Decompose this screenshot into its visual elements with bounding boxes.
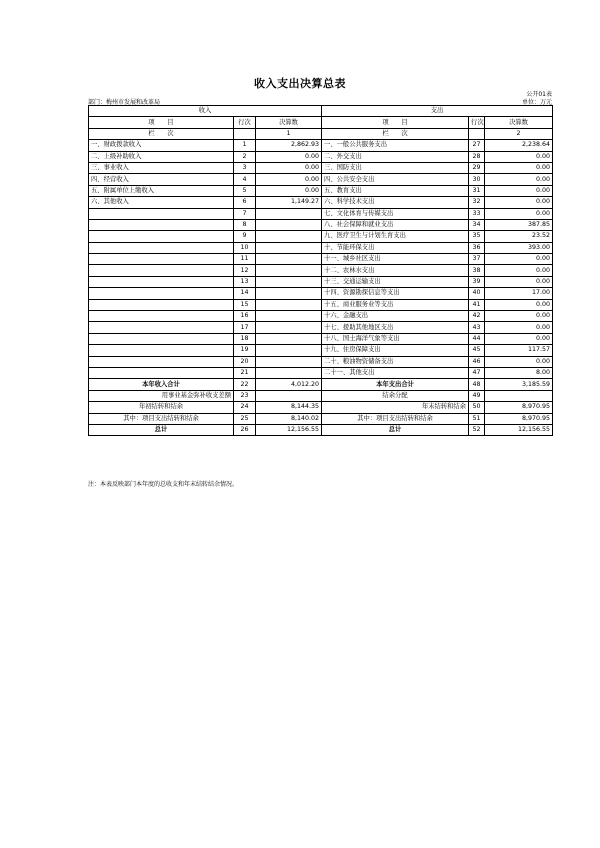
expense-section-header: 支出	[322, 106, 553, 117]
expense-amount: 387.85	[485, 219, 553, 230]
income-total-item: 总计	[89, 424, 234, 435]
income-item-header: 项 目	[89, 117, 234, 128]
expense-column-number: 2	[485, 128, 553, 139]
expense-item: 六、科学技术支出	[322, 197, 469, 208]
expense-total-line-no: 52	[469, 424, 485, 435]
income-item	[89, 311, 234, 322]
table-row	[89, 254, 553, 265]
income-line-no: 18	[234, 333, 256, 344]
income-line-no: 12	[234, 265, 256, 276]
income-total-amount: 4,012.20	[256, 379, 322, 390]
table-row	[89, 311, 553, 322]
expense-amount-header: 决算数	[485, 117, 553, 128]
expense-item: 二十一、其他支出	[322, 367, 469, 378]
expense-line-no: 37	[469, 254, 485, 265]
income-amount	[256, 254, 322, 265]
income-amount	[256, 311, 322, 322]
expense-line-no: 35	[469, 231, 485, 242]
income-item	[89, 208, 234, 219]
expense-total-line-no: 48	[469, 379, 485, 390]
income-item: 一、财政拨款收入	[89, 140, 234, 151]
expense-line-no: 36	[469, 242, 485, 253]
income-amount	[256, 367, 322, 378]
expense-line-no: 29	[469, 162, 485, 173]
expense-amount: 0.00	[485, 356, 553, 367]
column-number-row	[89, 128, 553, 139]
income-total-item: 本年收入合计	[89, 379, 234, 390]
expense-amount: 0.00	[485, 197, 553, 208]
expense-amount: 0.00	[485, 185, 553, 196]
expense-total-line-no: 51	[469, 413, 485, 424]
expense-item: 一、一般公共服务支出	[322, 140, 469, 151]
expense-item: 三、国防支出	[322, 162, 469, 173]
income-line-no: 17	[234, 322, 256, 333]
income-line-no: 13	[234, 276, 256, 287]
total-row	[89, 424, 553, 435]
expense-line-no: 47	[469, 367, 485, 378]
income-line-no: 7	[234, 208, 256, 219]
table-row	[89, 276, 553, 287]
income-amount: 0.00	[256, 174, 322, 185]
income-total-line-no: 22	[234, 379, 256, 390]
expense-line-no: 42	[469, 311, 485, 322]
income-amount	[256, 231, 322, 242]
income-amount: 2,862.93	[256, 140, 322, 151]
income-amount	[256, 322, 322, 333]
section-header-row	[89, 106, 553, 117]
expense-item: 十三、交通运输支出	[322, 276, 469, 287]
expense-total-item: 年末结转和结余	[322, 402, 469, 413]
income-total-line-no: 26	[234, 424, 256, 435]
income-item	[89, 333, 234, 344]
income-total-item: 用事业基金弥补收支差额	[89, 390, 234, 401]
income-line-no-header: 行次	[234, 117, 256, 128]
income-column-label: 栏 次	[89, 128, 234, 139]
income-line-no: 3	[234, 162, 256, 173]
table-row	[89, 288, 553, 299]
expense-line-no: 31	[469, 185, 485, 196]
income-amount	[256, 276, 322, 287]
expense-item-header: 项 目	[322, 117, 469, 128]
expense-item: 二十、粮油物资储备支出	[322, 356, 469, 367]
expense-total-line-no: 49	[469, 390, 485, 401]
income-item	[89, 356, 234, 367]
table-row	[89, 231, 553, 242]
expense-line-no: 27	[469, 140, 485, 151]
income-total-item: 年初结转和结余	[89, 402, 234, 413]
table-row	[89, 140, 553, 151]
expense-line-no: 44	[469, 333, 485, 344]
expense-line-no: 41	[469, 299, 485, 310]
table-row	[89, 265, 553, 276]
income-item: 二、上级补助收入	[89, 151, 234, 162]
income-line-no: 11	[234, 254, 256, 265]
income-line-no: 1	[234, 140, 256, 151]
expense-item: 五、教育支出	[322, 185, 469, 196]
income-line-no: 5	[234, 185, 256, 196]
expense-amount: 0.00	[485, 311, 553, 322]
income-item	[89, 242, 234, 253]
footnote: 注：本表反映部门本年度的总收支和年末结转结余情况。	[88, 481, 239, 488]
income-item	[89, 288, 234, 299]
expense-amount: 0.00	[485, 254, 553, 265]
income-expense-table	[88, 105, 553, 436]
expense-amount: 0.00	[485, 333, 553, 344]
expense-item: 十七、援助其他地区支出	[322, 322, 469, 333]
expense-item: 二、外交支出	[322, 151, 469, 162]
expense-amount: 2,238.64	[485, 140, 553, 151]
income-amount: 0.00	[256, 185, 322, 196]
form-number: 公开01表	[526, 91, 552, 98]
income-total-line-no: 23	[234, 390, 256, 401]
income-line-no: 16	[234, 311, 256, 322]
table-row	[89, 208, 553, 219]
expense-amount: 0.00	[485, 322, 553, 333]
income-item	[89, 265, 234, 276]
expense-line-no: 28	[469, 151, 485, 162]
table-row	[89, 333, 553, 344]
income-item	[89, 322, 234, 333]
expense-total-amount: 8,970.95	[485, 402, 553, 413]
total-row	[89, 390, 553, 401]
expense-amount: 0.00	[485, 276, 553, 287]
income-section-header: 收入	[89, 106, 322, 117]
expense-total-amount: 12,156.55	[485, 424, 553, 435]
total-row	[89, 379, 553, 390]
expense-amount: 8.00	[485, 367, 553, 378]
expense-line-no: 46	[469, 356, 485, 367]
expense-amount: 117.57	[485, 345, 553, 356]
table-row	[89, 356, 553, 367]
table-row	[89, 151, 553, 162]
income-line-no: 21	[234, 367, 256, 378]
income-amount	[256, 356, 322, 367]
expense-line-no: 40	[469, 288, 485, 299]
income-item	[89, 276, 234, 287]
expense-item: 十五、商业服务业等支出	[322, 299, 469, 310]
income-column-blank	[234, 128, 256, 139]
income-total-item: 其中：项目支出结转和结余	[89, 413, 234, 424]
income-amount-header: 决算数	[256, 117, 322, 128]
income-item	[89, 231, 234, 242]
income-line-no: 10	[234, 242, 256, 253]
expense-item: 十一、城乡社区支出	[322, 254, 469, 265]
income-amount	[256, 265, 322, 276]
expense-amount: 0.00	[485, 162, 553, 173]
table-row	[89, 345, 553, 356]
income-amount	[256, 219, 322, 230]
expense-item: 十九、住房保障支出	[322, 345, 469, 356]
expense-line-no: 38	[469, 265, 485, 276]
expense-amount: 23.52	[485, 231, 553, 242]
income-amount	[256, 333, 322, 344]
income-item	[89, 299, 234, 310]
expense-total-item: 其中：项目支出结转和结余	[322, 413, 469, 424]
expense-line-no: 34	[469, 219, 485, 230]
income-amount	[256, 299, 322, 310]
total-row	[89, 413, 553, 424]
expense-total-amount: 3,185.59	[485, 379, 553, 390]
expense-item: 十六、金融支出	[322, 311, 469, 322]
expense-line-no: 33	[469, 208, 485, 219]
income-line-no: 15	[234, 299, 256, 310]
expense-column-blank	[469, 128, 485, 139]
income-total-amount: 8,144.35	[256, 402, 322, 413]
income-amount: 1,149.27	[256, 197, 322, 208]
income-item	[89, 367, 234, 378]
expense-amount: 0.00	[485, 265, 553, 276]
expense-item: 十二、农林水支出	[322, 265, 469, 276]
income-line-no: 20	[234, 356, 256, 367]
income-total-amount: 12,156.55	[256, 424, 322, 435]
expense-line-no-header: 行次	[469, 117, 485, 128]
income-item: 六、其他收入	[89, 197, 234, 208]
expense-item: 七、文化体育与传媒支出	[322, 208, 469, 219]
expense-total-line-no: 50	[469, 402, 485, 413]
expense-item: 四、公共安全支出	[322, 174, 469, 185]
expense-item: 十八、国土海洋气象等支出	[322, 333, 469, 344]
income-line-no: 19	[234, 345, 256, 356]
income-item: 四、经营收入	[89, 174, 234, 185]
unit-label: 单位：万元	[521, 99, 552, 106]
expense-total-amount: 8,970.95	[485, 413, 553, 424]
income-amount	[256, 288, 322, 299]
income-item	[89, 345, 234, 356]
expense-line-no: 32	[469, 197, 485, 208]
expense-item: 九、医疗卫生与计划生育支出	[322, 231, 469, 242]
expense-item: 八、社会保障和就业支出	[322, 219, 469, 230]
table-row	[89, 322, 553, 333]
table-row	[89, 367, 553, 378]
expense-amount: 393.00	[485, 242, 553, 253]
expense-total-item: 总计	[322, 424, 469, 435]
income-line-no: 8	[234, 219, 256, 230]
income-line-no: 14	[234, 288, 256, 299]
income-total-amount	[256, 390, 322, 401]
income-column-number: 1	[256, 128, 322, 139]
income-item	[89, 219, 234, 230]
table-row	[89, 185, 553, 196]
table-row	[89, 242, 553, 253]
department-label: 部门：梅州市发展和改革局	[88, 99, 161, 106]
table-row	[89, 219, 553, 230]
expense-item: 十四、资源勘探信息等支出	[322, 288, 469, 299]
income-amount: 0.00	[256, 162, 322, 173]
expense-line-no: 45	[469, 345, 485, 356]
expense-amount: 0.00	[485, 151, 553, 162]
income-item	[89, 254, 234, 265]
table-row	[89, 162, 553, 173]
expense-total-item: 结余分配	[322, 390, 469, 401]
table-row	[89, 299, 553, 310]
expense-item: 十、节能环保支出	[322, 242, 469, 253]
expense-amount: 0.00	[485, 299, 553, 310]
page-title: 收入支出决算总表	[254, 77, 346, 90]
table-row	[89, 197, 553, 208]
income-item: 三、事业收入	[89, 162, 234, 173]
income-amount	[256, 242, 322, 253]
expense-amount: 0.00	[485, 208, 553, 219]
expense-line-no: 43	[469, 322, 485, 333]
income-line-no: 6	[234, 197, 256, 208]
income-item: 五、附属单位上缴收入	[89, 185, 234, 196]
income-total-line-no: 24	[234, 402, 256, 413]
income-line-no: 9	[234, 231, 256, 242]
income-amount	[256, 208, 322, 219]
income-total-line-no: 25	[234, 413, 256, 424]
expense-amount: 0.00	[485, 174, 553, 185]
table-row	[89, 174, 553, 185]
column-header-row	[89, 117, 553, 128]
expense-total-amount	[485, 390, 553, 401]
income-amount	[256, 345, 322, 356]
income-line-no: 2	[234, 151, 256, 162]
income-total-amount: 8,140.02	[256, 413, 322, 424]
expense-amount: 17.00	[485, 288, 553, 299]
expense-column-label: 栏 次	[322, 128, 469, 139]
expense-total-item: 本年支出合计	[322, 379, 469, 390]
expense-line-no: 30	[469, 174, 485, 185]
income-line-no: 4	[234, 174, 256, 185]
income-amount: 0.00	[256, 151, 322, 162]
expense-line-no: 39	[469, 276, 485, 287]
total-row	[89, 402, 553, 413]
